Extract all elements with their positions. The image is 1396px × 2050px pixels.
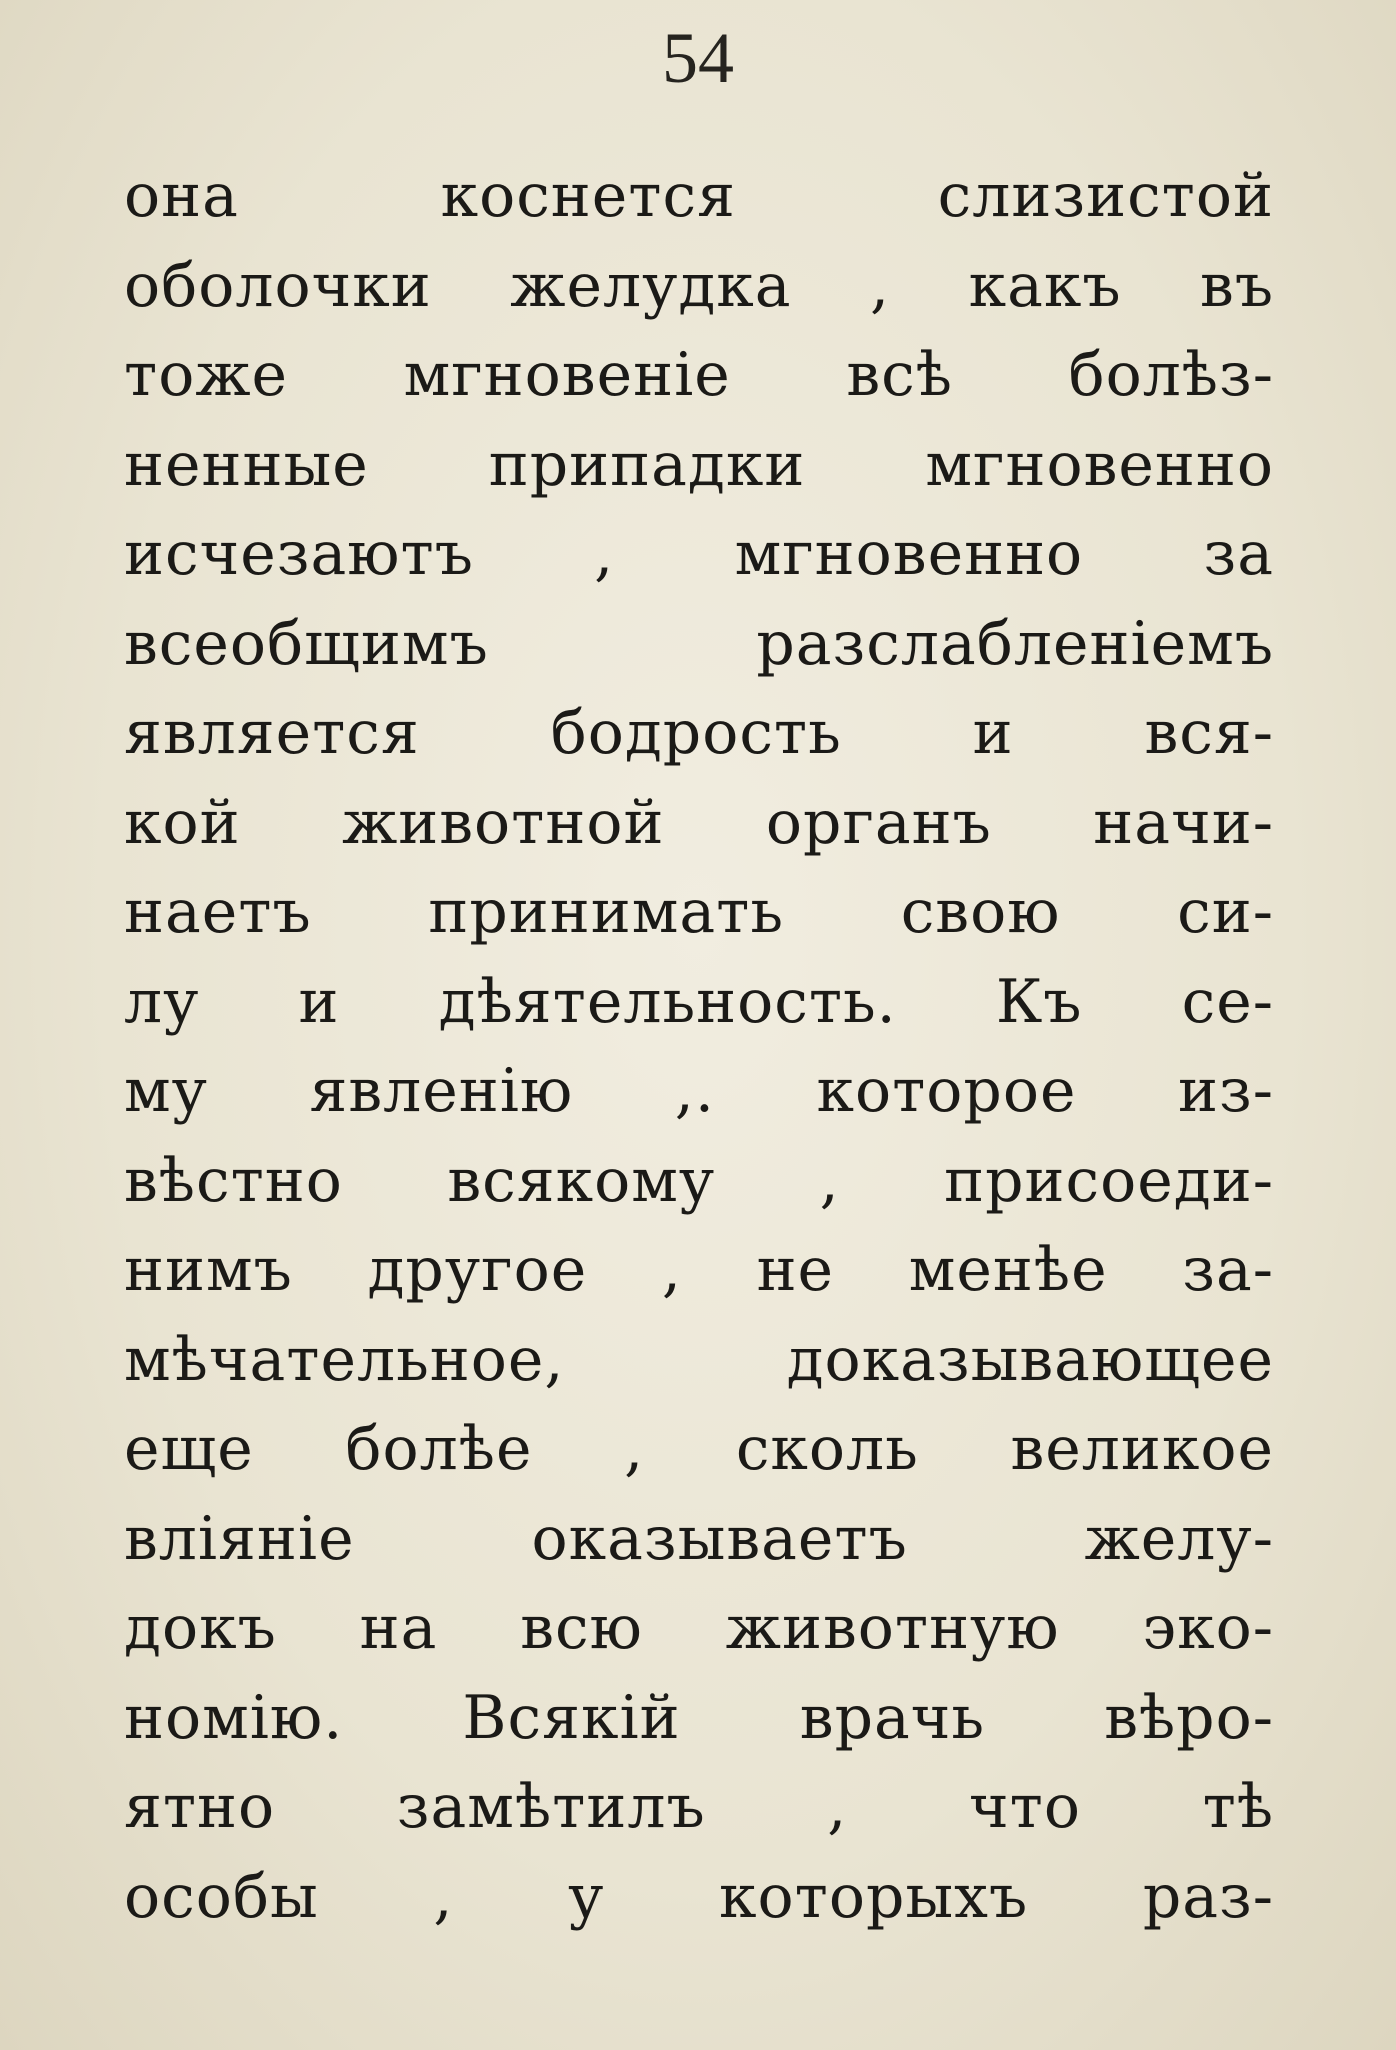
text-line: докъ на всю животную эко- — [124, 1593, 1274, 1663]
text-line: нимъ другое , не менѣе за- — [124, 1235, 1274, 1305]
text-line: она коснется слизистой — [124, 161, 1274, 231]
text-line: вѣстно всякому , присоеди- — [124, 1145, 1274, 1216]
text-line: наетъ принимать свою си- — [124, 877, 1274, 947]
text-line: мѣчательное, доказывающее — [124, 1324, 1274, 1395]
text-line: тоже мгновеніе всѣ болѣз- — [124, 340, 1274, 410]
text-line: особы , у которыхъ раз- — [124, 1861, 1274, 1932]
text-line: му явленію ,. которое из- — [124, 1056, 1274, 1126]
text-line: всеобщимъ разслабленіемъ — [124, 608, 1274, 679]
text-line: вліяніе оказываетъ желу- — [124, 1503, 1274, 1574]
text-line: исчезаютъ , мгновенно за — [124, 519, 1274, 589]
text-line: лу и дѣятельность. Къ се- — [124, 966, 1274, 1037]
text-line: номію. Всякій врачь вѣро- — [124, 1682, 1274, 1753]
text-line: ятно замѣтилъ , что тѣ — [124, 1772, 1274, 1842]
page-number: 54 — [662, 18, 734, 98]
text-line: еще болѣе , сколь великое — [124, 1414, 1274, 1484]
text-line: оболочки желудка , какъ въ — [124, 250, 1274, 321]
text-line: ненные припадки мгновенно — [124, 429, 1274, 500]
body-text — [124, 152, 1274, 1942]
text-line: является бодрость и вся- — [124, 698, 1274, 768]
text-line: кой животной органъ начи- — [124, 787, 1274, 858]
